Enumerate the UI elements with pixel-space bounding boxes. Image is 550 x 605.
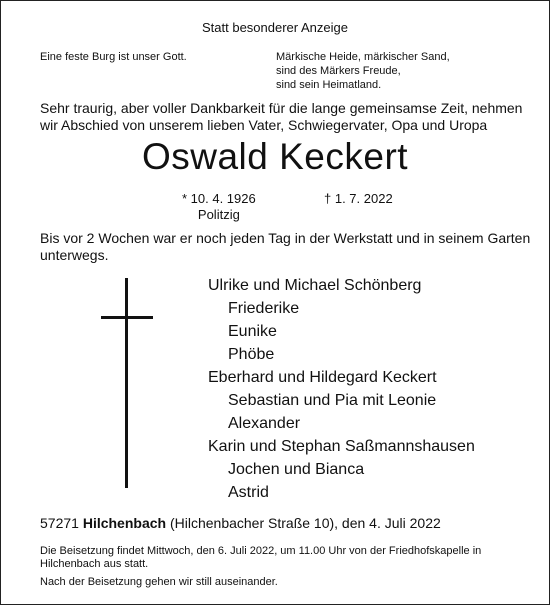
family-child: Sebastian und Pia mit Leonie: [228, 392, 437, 409]
death-date: † 1. 7. 2022: [324, 191, 393, 206]
story-text: [40, 230, 530, 264]
birth-info: [182, 191, 256, 223]
story-line: Bis vor 2 Wochen war er noch jeden Tag in der Werkstatt und in seinem Garten: [40, 230, 531, 246]
funeral-notice: Die Beisetzung findet Mittwoch, den 6. Juli 2022, um 11.00 Uhr von der Friedhofskapelle in Hilchenbach aus statt.: [40, 545, 482, 570]
cross-icon: [125, 278, 128, 488]
quote-right: [276, 50, 450, 92]
place-city: Hilchenbach: [82, 515, 167, 531]
deceased-name: Oswald Keckert: [141, 136, 409, 177]
cross-icon-bar: [101, 316, 153, 319]
place-address-date: (Hilchenbacher Straße 10), den 4. Juli 2022: [169, 515, 441, 531]
quote-right-line: sind des Märkers Freude,: [276, 65, 401, 77]
family-child: Friederike: [228, 300, 300, 317]
intro-line: wir Abschied von unserem lieben Vater, Schwiegervater, Opa und Uropa: [40, 117, 488, 133]
quote-right-line: Märkische Heide, märkischer Sand,: [276, 51, 450, 63]
birth-date: * 10. 4. 1926: [182, 191, 256, 206]
place-postcode: 57271: [40, 515, 79, 531]
notice-header: Statt besonderer Anzeige: [202, 20, 348, 35]
family-main: Eberhard und Hildegard Keckert: [208, 369, 437, 386]
intro-text: [40, 100, 522, 134]
after-funeral-notice: Nach der Beisetzung gehen wir still auseinander.: [40, 576, 278, 588]
family-list: [208, 274, 475, 504]
quote-left: Eine feste Burg ist unser Gott.: [40, 51, 187, 63]
family-child: Astrid: [228, 484, 269, 501]
family-child: Phöbe: [228, 346, 275, 363]
place-date-line: [40, 515, 441, 531]
family-main: Karin und Stephan Saßmannshausen: [208, 438, 475, 455]
story-line: unterwegs.: [40, 247, 109, 263]
family-main: Ulrike und Michael Schönberg: [208, 277, 422, 294]
family-child: Jochen und Bianca: [228, 461, 365, 478]
birth-place: Politzig: [197, 207, 240, 222]
quote-right-line: sind sein Heimatland.: [276, 79, 382, 91]
intro-line: Sehr traurig, aber voller Dankbarkeit für die lange gemeinsamse Zeit, nehmen: [40, 100, 523, 116]
family-child: Alexander: [228, 415, 301, 432]
family-child: Eunike: [228, 323, 277, 340]
